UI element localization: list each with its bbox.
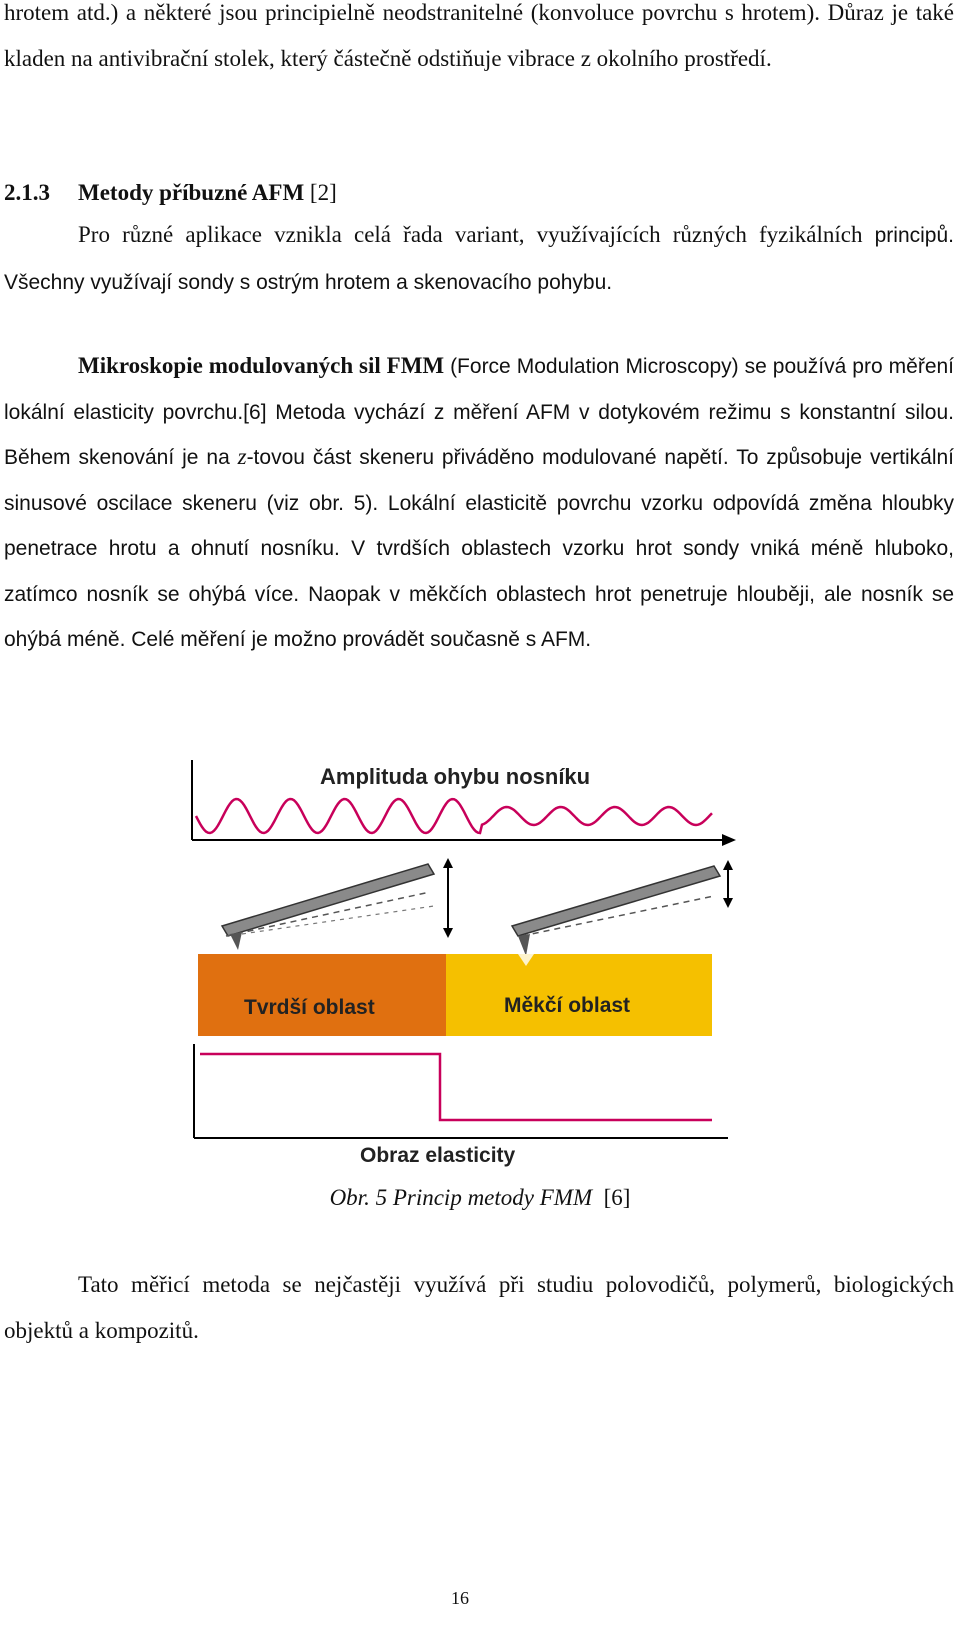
closing-paragraph — [4, 1262, 954, 1354]
section-number: 2.1.3 — [4, 180, 50, 205]
intro-line-2: Důraz je také kladen na antivibrační stolek, který částečně odstiňuje vibrace z okolního — [4, 0, 954, 71]
fmm-z-axis: z — [237, 444, 247, 469]
caption-reference: [6] — [603, 1185, 631, 1210]
soft-tip-icon — [518, 934, 530, 956]
soft-region-label: Měkčí oblast — [504, 994, 631, 1017]
section-intro-sans-a: principů. — [874, 224, 955, 247]
caption-label: Obr. 5 Princip metody FMM — [329, 1185, 593, 1210]
fmm-paragraph — [4, 344, 954, 663]
closing-text: Tato měřicí metoda se nejčastěji využívá při studiu polovodičů, polymerů, biologických objektů a kompozitů. — [4, 1272, 954, 1343]
intro-line-1: hrotem atd.) a některé jsou principielně neodstranitelné (konvoluce povrchu s hrotem). — [4, 0, 820, 25]
section-intro-serif: Pro různé aplikace vznikla celá řada variant, využívajících různých fyzikálních — [78, 222, 863, 247]
hard-arrow-down-icon — [443, 928, 453, 938]
fmm-term: Mikroskopie modulovaných sil FMM — [78, 353, 445, 378]
hard-tip-icon — [230, 932, 242, 950]
section-title: Metody příbuzné AFM — [78, 180, 305, 205]
elasticity-signal — [200, 1054, 712, 1120]
section-intro-sans-b: Všechny využívají sondy s ostrým hrotem a skenovacího pohybu. — [4, 271, 613, 294]
hard-arrow-up-icon — [443, 858, 453, 868]
bottom-label: Obraz elasticity — [360, 1144, 516, 1167]
cantilever-amplitude-wave — [196, 799, 712, 833]
intro-line-3: prostředí. — [684, 46, 772, 71]
section-heading — [4, 170, 337, 216]
page-number: 16 — [451, 1588, 469, 1608]
fmm-text-2: -tovou část skeneru přiváděno modulované napětí. To způsobuje vertikální sinusové oscilace skeneru (viz obr. 5). Lokální elasticitě povrchu vzorku odpovídá změna hloubky penetrace hrotu a ohnutí nosníku. V tvrdších oblastech vzorku hrot sondy vniká méně hluboko, zatímco nosník se ohýbá více. Naopak v měkčích oblastech hrot penetruje hlouběji, ale nosník se ohýbá méně. Celé měření je možno provádět současně s AFM. — [4, 446, 955, 651]
soft-arrow-up-icon — [723, 860, 733, 870]
section-intro-paragraph — [4, 212, 954, 306]
section-reference: [2] — [309, 180, 337, 205]
soft-cantilever — [512, 860, 733, 956]
hard-region-label: Tvrdší oblast — [244, 996, 375, 1019]
top-label: Amplituda ohybu nosníku — [320, 764, 591, 789]
soft-arrow-down-icon — [723, 898, 733, 908]
figure-caption — [0, 1178, 960, 1218]
hard-cantilever-beam — [222, 864, 434, 936]
fmm-principle-diagram — [182, 754, 752, 1174]
intro-paragraph — [4, 0, 954, 82]
fmm-text-1: (Force Modulation Microscopy) se používá pro měření lokální elasticity povrchu.[6] Metoda vychází z měření AFM v dotykovém režimu s konstantní silou. Během skenování je na — [4, 355, 955, 469]
hard-cantilever — [222, 858, 453, 950]
hard-region — [198, 954, 446, 1036]
top-axis-arrow-icon — [722, 834, 736, 846]
